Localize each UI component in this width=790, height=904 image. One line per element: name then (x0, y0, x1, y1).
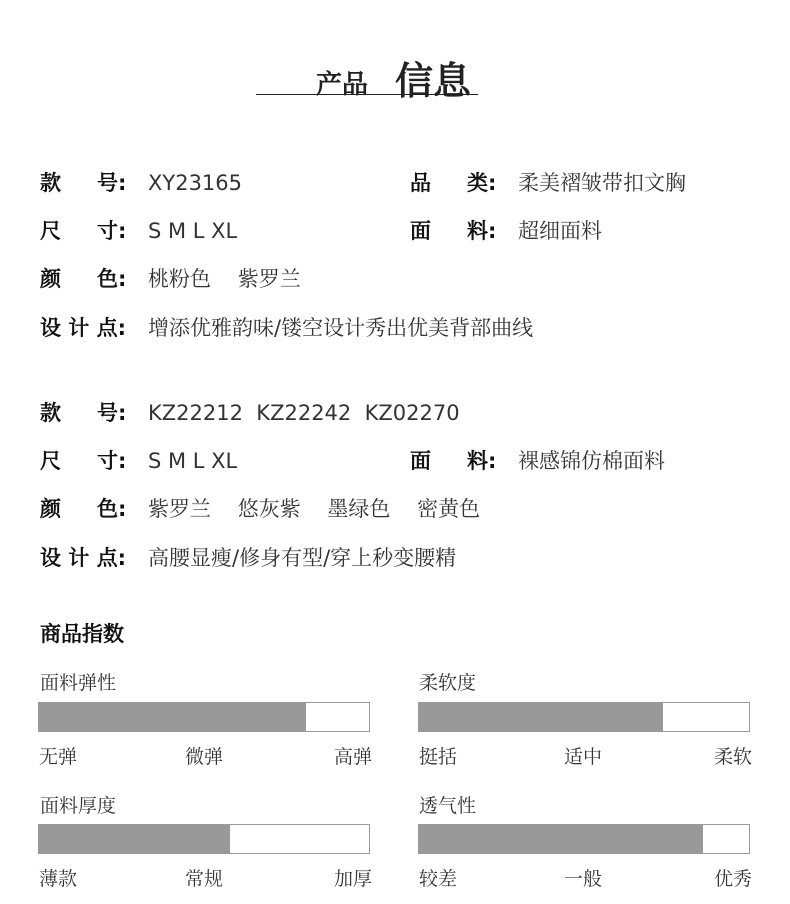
index-bar (418, 824, 750, 854)
index-scale (418, 864, 752, 890)
label-color-b: 色: (97, 497, 127, 521)
label-style-a: 款 (40, 401, 61, 425)
label-fabric-a: 面 (410, 219, 431, 243)
page-title (256, 50, 478, 103)
label-style-b: 号: (97, 401, 127, 425)
index-scale (38, 742, 372, 768)
scale-low: 较差 (419, 868, 458, 890)
row-design (0, 543, 790, 573)
label-fabric-b: 料: (467, 219, 497, 243)
label-color-a: 颜 (40, 267, 61, 291)
value-style-number: XY23165 (148, 171, 243, 195)
scale-high: 高弹 (333, 746, 372, 768)
label-design: 设 计 点: (40, 546, 127, 570)
scale-high: 加厚 (333, 868, 372, 890)
value-fabric: 裸感锦仿棉面料 (518, 449, 665, 473)
index-label: 面料弹性 (40, 672, 117, 694)
value-color: 紫罗兰 悠灰紫 墨绿色 密黄色 (148, 497, 481, 521)
row-size (0, 446, 790, 476)
index-label: 柔软度 (419, 672, 477, 694)
index-scale (38, 864, 372, 890)
value-design: 高腰显瘦/修身有型/穿上秒变腰精 (148, 546, 457, 570)
value-fabric: 超细面料 (518, 219, 602, 243)
row-style-number (0, 168, 790, 198)
scale-low: 薄款 (39, 868, 78, 890)
label-size-b: 寸: (97, 219, 127, 243)
label-style-b: 号: (97, 171, 127, 195)
scale-low: 挺括 (419, 746, 458, 768)
label-size-a: 尺 (40, 219, 61, 243)
index-bar (418, 702, 750, 732)
row-color (0, 494, 790, 524)
row-style-number (0, 398, 790, 428)
label-size-b: 寸: (97, 449, 127, 473)
index-bar-fill (39, 825, 230, 853)
value-design: 增添优雅韵味/镂空设计秀出优美背部曲线 (148, 316, 534, 340)
label-size-a: 尺 (40, 449, 61, 473)
label-color-a: 颜 (40, 497, 61, 521)
scale-high: 优秀 (713, 868, 752, 890)
scale-high: 柔软 (713, 746, 752, 768)
index-bar-fill (419, 825, 703, 853)
label-fabric-b: 料: (467, 449, 497, 473)
index-bar-fill (39, 703, 306, 731)
title-small: 产品 (316, 70, 369, 100)
scale-mid: 适中 (564, 746, 603, 768)
scale-mid: 常规 (185, 868, 224, 890)
index-label: 面料厚度 (40, 795, 117, 817)
value-style-number: KZ22212 KZ22242 KZ02270 (148, 401, 460, 425)
value-size: S M L XL (148, 449, 238, 473)
row-size (0, 216, 790, 246)
label-category-b: 类: (467, 171, 497, 195)
index-bar (38, 702, 370, 732)
index-label: 透气性 (419, 795, 477, 817)
scale-low: 无弹 (39, 746, 78, 768)
row-color (0, 264, 790, 294)
value-color: 桃粉色 紫罗兰 (148, 267, 301, 291)
value-category: 柔美褶皱带扣文胸 (518, 171, 686, 195)
index-bar (38, 824, 370, 854)
label-design: 设 计 点: (40, 316, 127, 340)
label-category-a: 品 (410, 171, 431, 195)
label-color-b: 色: (97, 267, 127, 291)
value-size: S M L XL (148, 219, 238, 243)
index-scale (418, 742, 752, 768)
scale-mid: 一般 (564, 868, 603, 890)
label-style-a: 款 (40, 171, 61, 195)
section-title-indices: 商品指数 (40, 622, 124, 646)
index-bar-fill (419, 703, 663, 731)
label-fabric-a: 面 (410, 449, 431, 473)
title-big: 信息 (395, 59, 472, 103)
scale-mid: 微弹 (185, 746, 224, 768)
row-design (0, 313, 790, 343)
